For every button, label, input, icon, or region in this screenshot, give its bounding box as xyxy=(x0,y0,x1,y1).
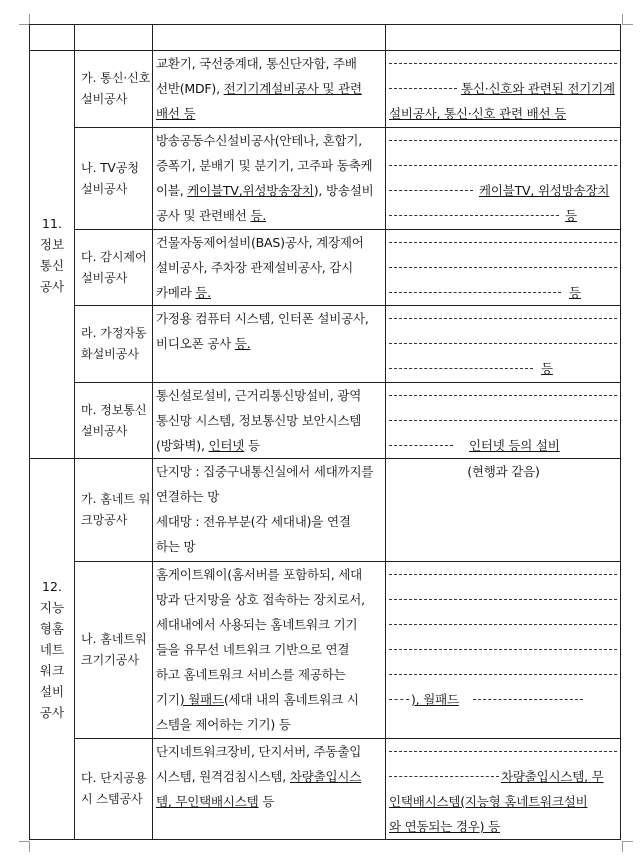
text-span: 템, 무인택배시스템 xyxy=(156,794,259,809)
table-row xyxy=(30,230,621,306)
page-corner-mark xyxy=(622,14,633,25)
current-text-cell xyxy=(153,51,386,128)
dash-line xyxy=(389,356,618,381)
dash-line xyxy=(389,76,618,101)
subcategory-cell: 다. 단지공용시 스템공사 xyxy=(75,739,153,840)
current-text-cell xyxy=(153,562,386,739)
dash-line xyxy=(389,433,618,458)
current-text-cell xyxy=(153,383,386,459)
subcategory-cell: 가. 통신·신호 설비공사 xyxy=(75,51,153,128)
table-row xyxy=(30,562,621,739)
text-line: (방화벽), 인터넷 등 xyxy=(156,438,260,453)
revised-text-cell xyxy=(386,230,621,306)
subcategory-cell: 나. 홈네트워 크기기공사 xyxy=(75,562,153,739)
text-span: 인택배시스템(지능형 홈네트워크설비 xyxy=(389,794,588,809)
text-line: 망과 단지망을 상호 접속하는 장치로서, xyxy=(156,592,365,607)
category-cell: 11. 정보 통신 공사 xyxy=(30,51,75,459)
table-row xyxy=(30,459,621,562)
subcategory-cell: 마. 정보통신 설비공사 xyxy=(75,383,153,459)
dash-line xyxy=(389,383,618,408)
revised-text-cell xyxy=(386,562,621,739)
text-span: 전기기계설비공사 및 관련 xyxy=(223,81,362,96)
current-text-cell xyxy=(153,128,386,230)
text-span: 등. xyxy=(234,336,251,351)
dash-line xyxy=(389,587,618,612)
text-line: 단지망 : 집중구내통신실에서 세대까지를 xyxy=(156,464,374,479)
text-span: 배선 등 xyxy=(156,106,196,121)
dash-line xyxy=(389,408,618,433)
text-line: 단지네트워크장비, 단지서버, 주동출입 xyxy=(156,744,362,759)
text-line: 교환기, 국선중계대, 통신단자함, 주배 xyxy=(156,56,357,71)
header-cell xyxy=(75,25,153,51)
page-corner-mark xyxy=(19,841,30,852)
text-line: 건물자동제어설비(BAS)공사, 계장제어 xyxy=(156,235,364,250)
same-as-current-note: (현행과 같음) xyxy=(467,464,540,479)
text-span: 차량출입시스 xyxy=(289,769,362,784)
text-line: 방송공동수신설비공사(안테나, 혼합기, xyxy=(156,133,362,148)
dash-line xyxy=(389,203,618,228)
text-line: 이블, 케이블TV,위성방송장치), 방송설비 xyxy=(156,183,374,198)
dash-line xyxy=(389,764,618,789)
subcategory-cell: 가. 홈네트 워크망공사 xyxy=(75,459,153,562)
text-line: 하는 망 xyxy=(156,539,196,554)
table-row xyxy=(30,128,621,230)
revised-text-cell xyxy=(386,51,621,128)
dash-line xyxy=(389,306,618,331)
text-span: 인터넷 등의 설비 xyxy=(469,438,560,453)
header-cell xyxy=(153,25,386,51)
dash-line xyxy=(389,814,618,839)
current-text-cell xyxy=(153,306,386,383)
dash-line xyxy=(389,255,618,280)
table-row xyxy=(30,51,621,128)
text-span: 차량출입시스템, 무 xyxy=(501,769,604,784)
text-line: 하고 홈네트워크 서비스를 제공하는 xyxy=(156,667,346,682)
text-span: ) 월패드 xyxy=(179,692,224,707)
revised-text-cell xyxy=(386,459,621,562)
revised-text-cell xyxy=(386,739,621,840)
dash-line xyxy=(389,280,618,305)
dash-line xyxy=(389,662,618,687)
text-span: 케이블TV,위성방송장치 xyxy=(187,183,314,198)
text-line: 템, 무인택배시스템 등 xyxy=(156,794,275,809)
dash-line xyxy=(389,739,618,764)
text-line: 들을 유무선 네트워크 기반으로 연결 xyxy=(156,642,350,657)
comparison-table xyxy=(29,24,621,840)
dash-line xyxy=(389,230,618,255)
text-line: 연결하는 망 xyxy=(156,489,220,504)
subcategory-cell: 다. 감시제어 설비공사 xyxy=(75,230,153,306)
text-line: 선반(MDF), 전기기계설비공사 및 관련 xyxy=(156,81,362,96)
revised-text-cell xyxy=(386,128,621,230)
text-line: 가정용 컴퓨터 시스템, 인터폰 설비공사, xyxy=(156,311,369,326)
dash-line xyxy=(389,178,618,203)
text-line: 증폭기, 분배기 및 분기기, 고주파 동축케 xyxy=(156,158,373,173)
text-line: 기기) 월패드(세대 내의 홈네트워크 시 xyxy=(156,692,359,707)
text-line: 시스템, 원격검침시스템, 차량출입시스 xyxy=(156,769,362,784)
text-span: 케이블TV, 위성방송장치 xyxy=(479,183,610,198)
dash-line xyxy=(389,101,618,126)
text-span: 등 xyxy=(569,285,581,300)
current-text-cell xyxy=(153,459,386,562)
category-cell: 12. 지능 형홈 네트 워크 설비 공사 xyxy=(30,459,75,840)
dash-line xyxy=(389,153,618,178)
text-span: 설비공사, 통신·신호 관련 배선 등 xyxy=(389,106,567,121)
text-line: 통신망 시스템, 정보통신망 보안시스템 xyxy=(156,413,362,428)
text-line: 세대내에서 사용되는 홈네트워크 기기 xyxy=(156,617,358,632)
text-line: 설비공사, 주차장 관제설비공사, 감시 xyxy=(156,260,353,275)
subcategory-cell: 나. TV공청 설비공사 xyxy=(75,128,153,230)
text-line: 통신설로설비, 근거리통신망설비, 광역 xyxy=(156,388,362,403)
page-corner-mark xyxy=(622,841,633,852)
table-row xyxy=(30,306,621,383)
dash-line xyxy=(389,51,618,76)
text-line: 홈게이트웨이(홈서버를 포함하되, 세대 xyxy=(156,567,362,582)
text-span: 등. xyxy=(250,208,267,223)
text-line: 비디오폰 공사 등. xyxy=(156,336,251,351)
dash-line xyxy=(389,331,618,356)
table-row xyxy=(30,383,621,459)
subcategory-cell: 라. 가정자동 화설비공사 xyxy=(75,306,153,383)
header-cell xyxy=(386,25,621,51)
dash-line xyxy=(389,789,618,814)
text-span: ), 월패드 xyxy=(411,692,459,707)
revised-text-cell xyxy=(386,306,621,383)
text-line: 카메라 등. xyxy=(156,285,212,300)
current-text-cell xyxy=(153,739,386,840)
text-line: 스템을 제어하는 기기) 등 xyxy=(156,717,291,732)
text-span: 통신·신호와 관련된 전기기계 xyxy=(461,81,615,96)
dash-line xyxy=(389,687,618,712)
text-line xyxy=(156,101,383,126)
text-line: 세대망 : 전유부분(각 세대내)을 연결 xyxy=(156,514,351,529)
table-row xyxy=(30,739,621,840)
revised-text-cell xyxy=(386,383,621,459)
current-text-cell xyxy=(153,230,386,306)
text-span: 등 xyxy=(565,208,577,223)
text-span: 인터넷 xyxy=(208,438,245,453)
dash-line xyxy=(389,562,618,587)
header-row xyxy=(30,25,621,51)
header-cell xyxy=(30,25,75,51)
dash-line xyxy=(389,637,618,662)
dash-line xyxy=(389,612,618,637)
text-span: 등 xyxy=(541,361,553,376)
text-line: 공사 및 관련배선 등. xyxy=(156,208,267,223)
text-span: 와 연동되는 경우) 등 xyxy=(389,819,500,834)
text-span: 등. xyxy=(195,285,212,300)
dash-line xyxy=(389,128,618,153)
